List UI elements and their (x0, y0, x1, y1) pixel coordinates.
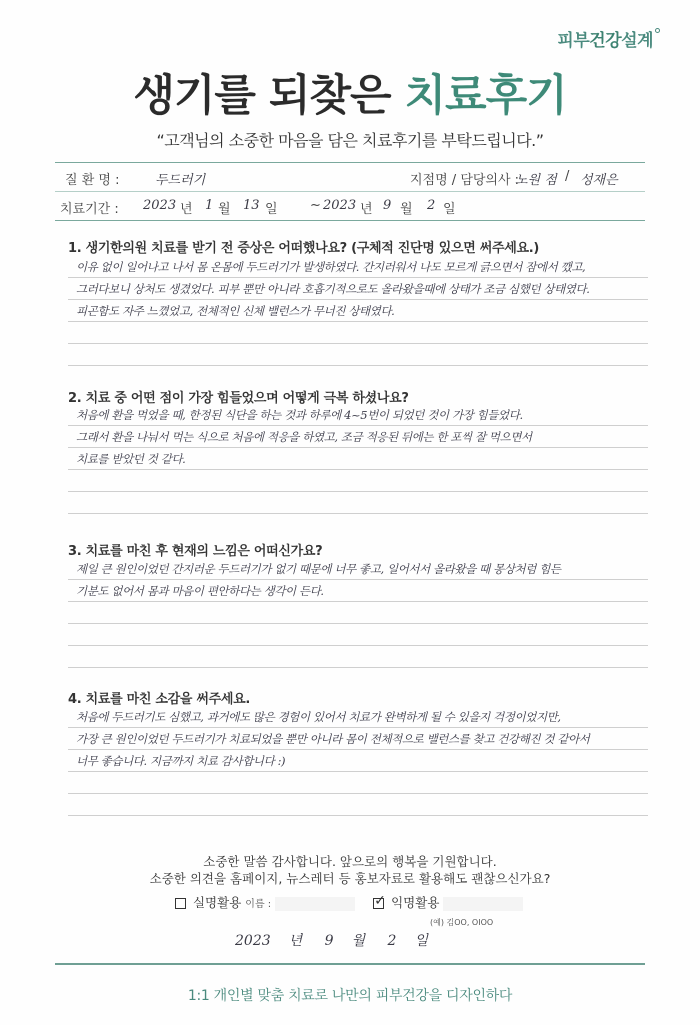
answer-line[interactable] (68, 300, 648, 322)
name-label: 이름 : (245, 899, 272, 910)
answer-line[interactable] (68, 344, 648, 366)
title-part1: 생기를 되찾은 (133, 71, 405, 121)
anonymous-checkbox[interactable] (373, 898, 384, 909)
brand-prefix: 피부 (557, 31, 590, 51)
answer-line[interactable] (68, 750, 648, 772)
answer-line[interactable] (68, 602, 648, 624)
end-day[interactable]: 2 (427, 198, 436, 213)
footer-divider (55, 963, 645, 965)
start-day[interactable]: 13 (243, 198, 260, 213)
month-unit: 월 (400, 202, 413, 217)
answer-line[interactable] (68, 404, 648, 426)
brand-logo (557, 26, 660, 51)
brand-dot-icon (655, 28, 660, 33)
thanks-line-1: 소중한 말씀 감사합니다. 앞으로의 행복을 기원합니다. (203, 854, 497, 869)
name-example: (예) 김OO, OIOO (430, 918, 494, 927)
page-title (0, 62, 700, 123)
answer-line[interactable] (68, 278, 648, 300)
named-option-label: 실명활용 (192, 895, 242, 910)
branch-label: 지점명 / 담당의사 : (410, 173, 520, 188)
answer-line[interactable] (68, 706, 648, 728)
answer-text: 치료를 받았던 것 같다. (76, 452, 186, 466)
question-2: 2. 치료 중 어떤 점이 가장 힘들었으며 어떻게 극복 하셨나요? (68, 391, 409, 406)
consent-options (175, 893, 535, 915)
answer-lines-3 (68, 558, 648, 668)
answer-line[interactable] (68, 426, 648, 448)
answer-line[interactable] (68, 492, 648, 514)
answer-lines-2 (68, 404, 648, 514)
answer-line[interactable] (68, 580, 648, 602)
answer-text: 처음에 두드러기도 심했고, 과거에도 많은 경험이 있어서 치료가 완벽하게 될 수 있을지 걱정이었지만, (76, 710, 561, 724)
disease-label: 질 환 명 : (65, 173, 120, 188)
answer-text: 그러다보니 상처도 생겼었다. 피부 뿐만 아니라 호흡기적으로도 올라왔을때에 상태가 조금 심했던 상태였다. (76, 282, 590, 296)
answer-text: 그래서 환을 나눠서 먹는 식으로 처음에 적응을 하였고, 조금 적응된 뒤에는 한 포씩 잘 먹으면서 (76, 430, 532, 444)
thanks-line-2: 소중한 의견을 홈페이지, 뉴스레터 등 홍보자료로 활용해도 괜찮으신가요? (149, 871, 551, 886)
answer-text: 피곤함도 자주 느꼈었고, 전체적인 신체 밸런스가 무너진 상태였다. (76, 304, 395, 318)
answer-line[interactable] (68, 646, 648, 668)
period-label: 치료기간 : (60, 202, 119, 217)
year-unit: 년 (288, 933, 303, 949)
month-unit: 월 (351, 933, 366, 949)
answer-text: 처음에 환을 먹었을 때, 한정된 식단을 하는 것과 하루에 4~5번이 되었던 것이 가장 힘들었다. (76, 408, 523, 422)
signature-date (235, 930, 446, 950)
info-row-disease (55, 163, 645, 191)
year-unit: 년 (180, 202, 193, 217)
end-year[interactable]: 2023 (323, 198, 357, 213)
day-unit: 일 (414, 933, 428, 949)
name-field[interactable] (275, 897, 355, 911)
start-year[interactable]: 2023 (143, 198, 177, 213)
answer-lines-4 (68, 706, 648, 816)
disease-value[interactable]: 두드러기 (155, 173, 206, 188)
page-subtitle: “고객님의 소중한 마음을 담은 치료후기를 부탁드립니다.” (156, 131, 544, 150)
answer-text: 제일 큰 원인이었던 간지러운 두드러기가 없기 때문에 너무 좋고, 일어서서 올라왔을 때 몽상처럼 힘든 (76, 562, 561, 576)
answer-lines-1 (68, 256, 648, 366)
date-month[interactable]: 9 (324, 933, 334, 949)
brand-suffix: 설계 (621, 31, 653, 51)
named-checkbox[interactable] (175, 898, 186, 909)
question-4: 4. 치료를 마친 소감을 써주세요. (68, 692, 251, 707)
answer-line[interactable] (68, 794, 648, 816)
footer-slogan: 1:1 개인별 맞춤 치료로 나만의 피부건강을 디자인하다 (187, 988, 513, 1004)
range-sep: ~ (310, 198, 321, 213)
doctor-value[interactable]: 성재은 (580, 173, 618, 188)
branch-sep: / (565, 169, 570, 184)
answer-line[interactable] (68, 728, 648, 750)
start-month[interactable]: 1 (205, 198, 214, 213)
answer-line[interactable] (68, 624, 648, 646)
answer-line[interactable] (68, 772, 648, 794)
question-1: 1. 생기한의원 치료를 받기 전 증상은 어떠했나요? (구체적 진단명 있으면 써주세요.) (68, 241, 540, 256)
answer-text: 기분도 없어서 몸과 마음이 편안하다는 생각이 든다. (76, 584, 324, 598)
answer-line[interactable] (68, 558, 648, 580)
branch-value[interactable]: 노원 점 (515, 173, 557, 188)
answer-line[interactable] (68, 448, 648, 470)
answer-line[interactable] (68, 470, 648, 492)
day-unit: 일 (443, 202, 456, 217)
answer-text: 너무 좋습니다. 지금까지 치료 감사합니다 :) (76, 754, 286, 768)
answer-text: 가장 큰 원인이었던 두드러기가 치료되었을 뿐만 아니라 몸이 전체적으로 밸런스를 찾고 건강해진 것 같아서 (76, 732, 590, 746)
answer-line[interactable] (68, 256, 648, 278)
anonymous-name-field[interactable] (443, 897, 523, 911)
title-part2: 치료후기 (404, 71, 567, 121)
day-unit: 일 (265, 202, 278, 217)
date-year[interactable]: 2023 (235, 933, 271, 949)
info-row-period (55, 192, 645, 220)
divider (55, 220, 645, 221)
anonymous-option-label: 익명활용 (391, 895, 440, 910)
brand-main: 건강 (589, 31, 622, 51)
end-month[interactable]: 9 (383, 198, 392, 213)
answer-text: 이유 없이 일어나고 나서 몸 온몸에 두드러기가 발생하였다. 간지러워서 나도 모르게 긁으면서 잠에서 깼고, (76, 260, 586, 274)
question-3: 3. 치료를 마친 후 현재의 느낌은 어떠신가요? (68, 544, 323, 559)
date-day[interactable]: 2 (387, 933, 397, 949)
month-unit: 월 (218, 202, 231, 217)
answer-line[interactable] (68, 322, 648, 344)
year-unit: 년 (360, 202, 373, 217)
